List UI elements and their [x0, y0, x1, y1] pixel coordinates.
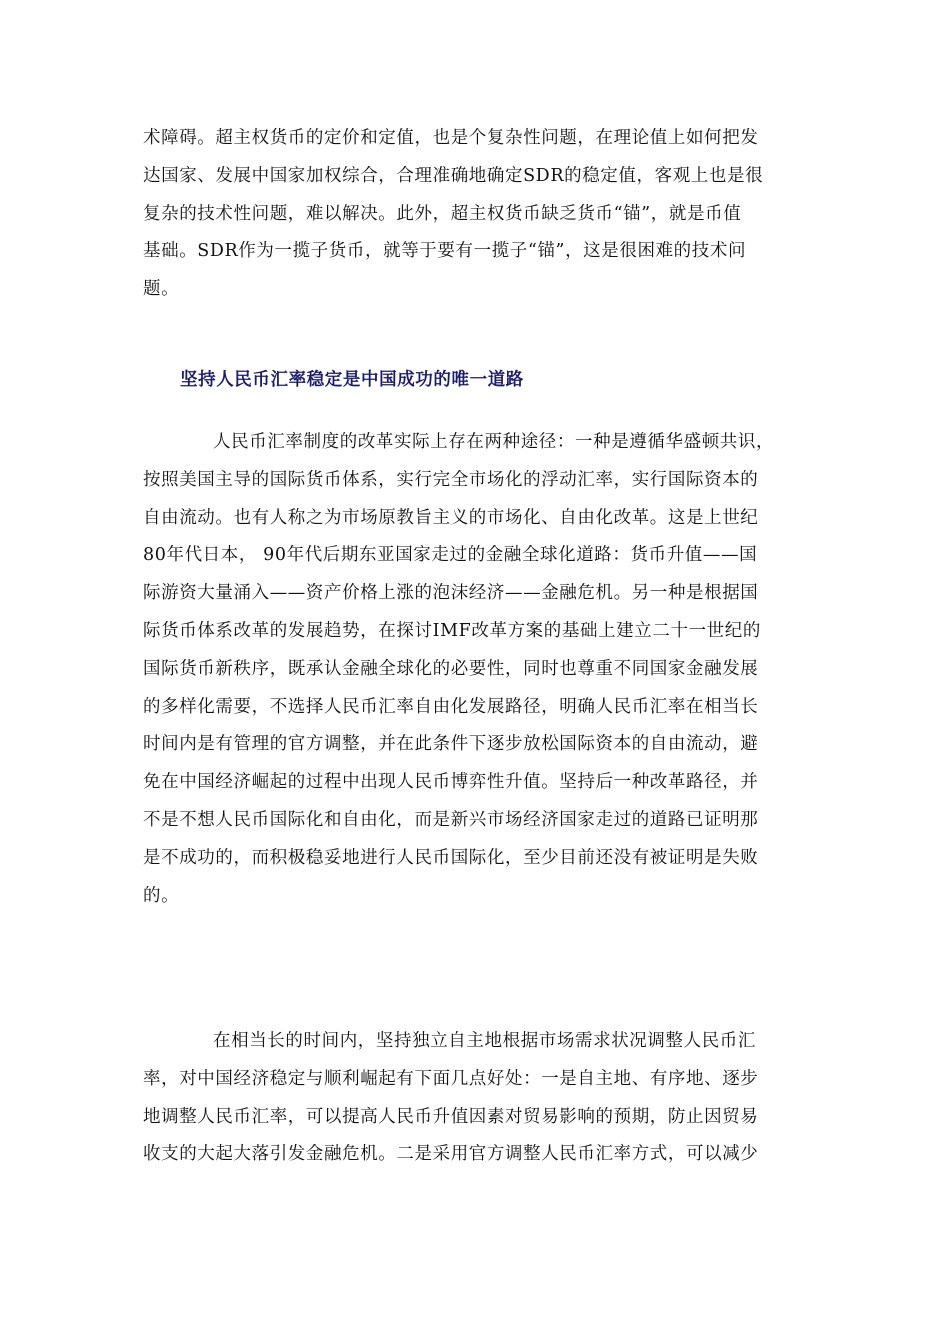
paragraph-1 [143, 120, 807, 309]
paragraph-line: 免在中国经济崛起的过程中出现人民币博弈性升值。坚持后一种改革路径，并 [143, 772, 759, 793]
paragraph-line: 自由流动。也有人称之为市场原教旨主义的市场化、自由化改革。这是上世纪 [143, 507, 759, 528]
paragraph-line: 人民币汇率制度的改革实际上存在两种途径：一种是遵循华盛顿共识， [213, 432, 775, 452]
paragraph-line: 际游资大量涌入——资产价格上涨的泡沫经济——金融危机。另一种是根据国 [143, 583, 759, 604]
paragraph-line: 在相当长的时间内，坚持独立自主地根据市场需求状况调整人民币汇 [213, 1031, 756, 1051]
paragraph-line: 是不成功的，而积极稳妥地进行人民币国际化，至少目前还没有被证明是失败 [143, 847, 759, 868]
paragraph-line: 不是不想人民币国际化和自由化，而是新兴市场经济国家走过的道路已证明那 [143, 809, 759, 830]
paragraph-line: 国际货币新秩序，既承认金融全球化的必要性，同时也尊重不同国家金融发展 [143, 658, 759, 679]
paragraph-line: 术障碍。超主权货币的定价和定值，也是个复杂性问题，在理论值上如何把发 [143, 128, 759, 148]
paragraph-line: 按照美国主导的国际货币体系，实行完全市场化的浮动汇率，实行国际资本的 [143, 469, 759, 490]
paragraph-line: 率，对中国经济稳定与顺利崛起有下面几点好处：一是自主地、有序地、逐步 [143, 1068, 759, 1089]
paragraph-line: 80年代日本， 90年代后期东亚国家走过的金融全球化道路：货币升值——国 [143, 545, 758, 566]
paragraph-line: 基础。SDR作为一揽子货币，就等于要有一揽子“锚”，这是很困难的技术问 [143, 241, 747, 262]
paragraph-line: 的。 [143, 885, 180, 906]
paragraph-line: 复杂的技术性问题，难以解决。此外，超主权货币缺乏货币“锚”，就是币值 [143, 203, 742, 224]
section-heading: 坚持人民币汇率稳定是中国成功的唯一道路 [180, 370, 524, 390]
paragraph-line: 收支的大起大落引发金融危机。二是采用官方调整人民币汇率方式，可以减少 [143, 1144, 759, 1165]
paragraph-line: 际货币体系改革的发展趋势，在探讨IMF改革方案的基础上建立二十一世纪的 [143, 620, 761, 641]
paragraph-line: 时间内是有管理的官方调整，并在此条件下逐步放松国际资本的自由流动，避 [143, 734, 759, 755]
paragraph-3 [143, 1023, 807, 1174]
paragraph-line: 达国家、发展中国家加权综合，合理准确地确定SDR的稳定值，客观上也是很 [143, 165, 764, 186]
paragraph-line: 地调整人民币汇率，可以提高人民币升值因素对贸易影响的预期，防止因贸易 [143, 1106, 759, 1127]
paragraph-line: 题。 [143, 279, 180, 300]
paragraph-line: 的多样化需要，不选择人民币汇率自由化发展路径，明确人民币汇率在相当长 [143, 696, 759, 717]
paragraph-2 [143, 424, 807, 915]
